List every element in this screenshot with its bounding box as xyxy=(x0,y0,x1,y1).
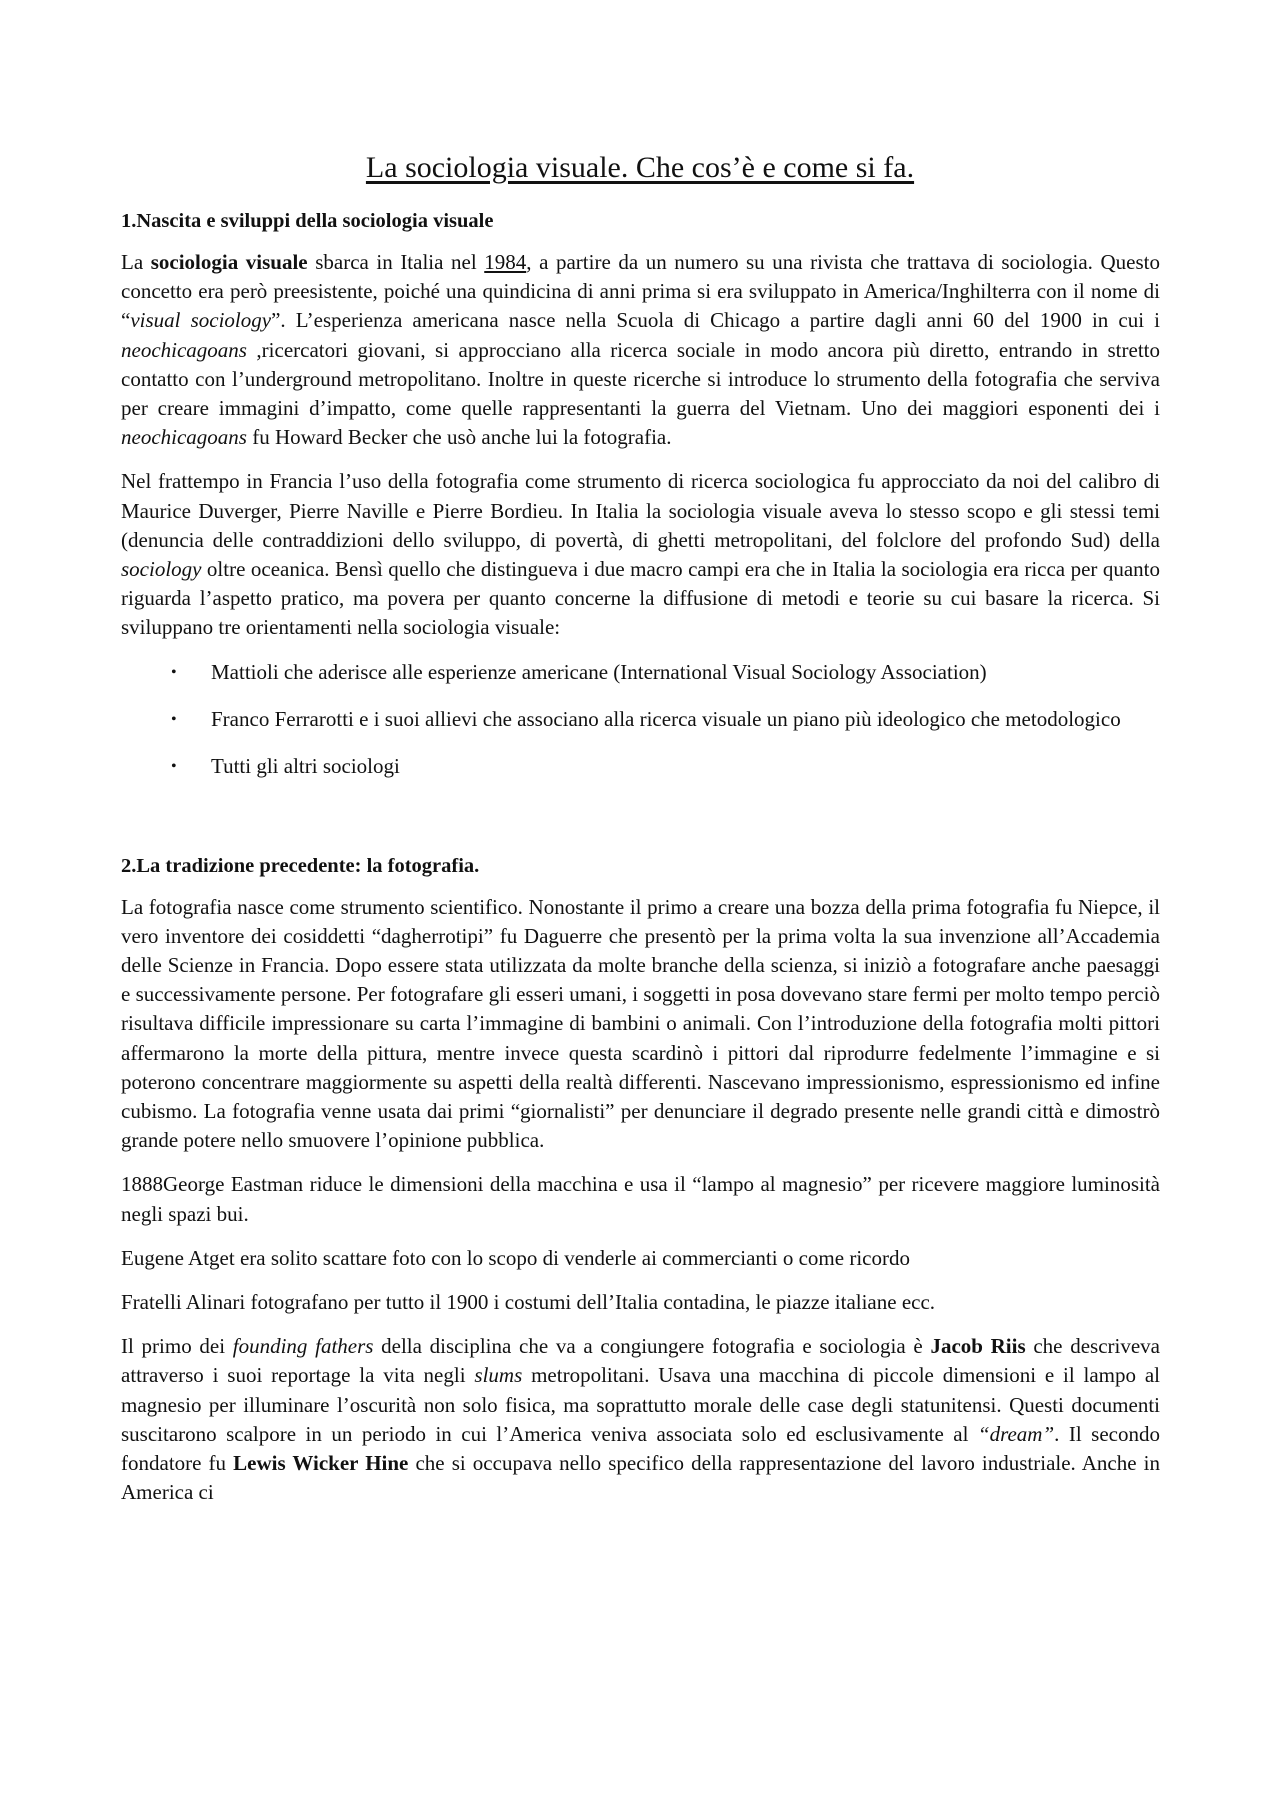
section-1-paragraph-2 xyxy=(121,467,1160,642)
section-2-heading: 2.La tradizione precedente: la fotografia. xyxy=(121,854,480,877)
bold-name: Jacob Riis xyxy=(930,1334,1026,1359)
italic-term: founding fathers xyxy=(232,1334,374,1359)
text-run: della disciplina che va a congiungere fotografia e sociologia è xyxy=(373,1334,931,1359)
section-1-paragraph-1 xyxy=(121,248,1160,452)
text-run: . Il secondo fondatore fu xyxy=(121,1421,1160,1476)
orientations-list xyxy=(121,658,1160,781)
text-run: Il primo dei xyxy=(121,1334,233,1359)
list-item-text: Franco Ferrarotti e i suoi allievi che associano alla ricerca visuale un piano più ideologico che metodologico xyxy=(211,706,1121,731)
section-2-paragraph-4: Fratelli Alinari fotografano per tutto il 1900 i costumi dell’Italia contadina, le piazze italiane ecc. xyxy=(121,1290,936,1315)
bullet-icon: • xyxy=(171,710,177,728)
section-2-paragraph-2: 1888George Eastman riduce le dimensioni della macchina e usa il “lampo al magnesio” per ricevere maggiore luminosità negli spazi bui. xyxy=(121,1172,1160,1226)
document-body xyxy=(121,206,1160,1523)
italic-term: “dream” xyxy=(977,1421,1055,1446)
list-item-text: Mattioli che aderisce alle esperienze americane (International Visual Sociology Association) xyxy=(211,659,987,684)
list-item-text: Tutti gli altri sociologi xyxy=(211,753,400,778)
section-spacer xyxy=(121,799,1160,851)
text-run: che descriveva attraverso i suoi reportage la vita negli xyxy=(121,1334,1160,1388)
list-item xyxy=(121,705,1160,734)
bullet-icon: • xyxy=(171,663,177,681)
text-run: sbarca in Italia nel xyxy=(307,250,485,274)
bold-name: Lewis Wicker Hine xyxy=(233,1451,409,1476)
underlined-year: 1984 xyxy=(484,250,527,274)
text-run: La xyxy=(121,250,151,274)
text-run: che si occupava nello specifico della rappresentazione del lavoro industriale. Anche in America ci xyxy=(121,1451,1160,1505)
list-item xyxy=(121,752,1160,781)
text-run: ,ricercatori giovani, si approcciano alla ricerca sociale in modo ancora più diretto, entrando in stretto contatto con l’underground metropolitano. Inoltre in queste ricerche si introduce lo strumento della fotografia che serviva per creare immagini d’impatto, come quelle rappresentanti la guerra del Vietnam. Uno dei maggiori esponenti dei i xyxy=(121,337,1160,421)
page-title: La sociologia visuale. Che cos’è e come si fa. xyxy=(365,151,915,184)
list-item xyxy=(121,658,1160,687)
italic-term: neochicagoans xyxy=(121,425,247,450)
italic-term: slums xyxy=(474,1363,523,1388)
text-run: Nel frattempo in Francia l’uso della fotografia come strumento di ricerca sociologica fu approcciato da noi del calibro di Maurice Duverger, Pierre Naville e Pierre Bordieu. In Italia la sociologia visuale aveva lo stesso scopo e gli stessi temi (denuncia delle contraddizioni dello sviluppo, di povertà, di ghetti metropolitani, del folclore del profondo Sud) della xyxy=(121,469,1160,552)
text-run: ”. L’esperienza americana nasce nella Scuola di Chicago a partire dagli anni 60 del 1900 in cui i xyxy=(271,308,1160,333)
text-run: oltre oceanica. Bensì quello che distingueva i due macro campi era che in Italia la sociologia era ricca per quanto riguarda l’aspetto pratico, ma povera per quanto concerne la diffusione di metodi e teorie su cui basare la ricerca. Si sviluppano tre orientamenti nella sociologia visuale: xyxy=(121,557,1160,640)
text-run: , a partire da un numero su una rivista che trattava di sociologia. Questo concetto era però preesistente, poiché una quindicina di anni prima si era sviluppato in America/Inghilterra con il nome di “ xyxy=(121,250,1160,333)
bold-term: sociologia visuale xyxy=(150,250,308,274)
section-1-heading: 1.Nascita e sviluppi della sociologia visuale xyxy=(121,210,494,232)
italic-term: neochicagoans xyxy=(121,337,247,362)
italic-term: sociology xyxy=(121,557,202,582)
text-run: metropolitani. Usava una macchina di piccole dimensioni e il lampo al magnesio per illuminare l’oscurità non solo fisica, ma soprattutto morale delle case degli statunitensi. Questi documenti suscitarono scalpore in un periodo in cui l’America veniva associata solo ed esclusivamente al xyxy=(121,1363,1160,1446)
section-2-paragraph-5 xyxy=(121,1332,1160,1507)
bullet-icon: • xyxy=(171,757,177,775)
section-2-paragraph-3: Eugene Atget era solito scattare foto con lo scopo di venderle ai commercianti o come ricordo xyxy=(121,1245,910,1270)
italic-term: visual sociology xyxy=(130,308,272,333)
text-run: fu Howard Becker che usò anche lui la fotografia. xyxy=(246,425,672,450)
section-2-paragraph-1: La fotografia nasce come strumento scientifico. Nonostante il primo a creare una bozza della prima fotografia fu Niepce, il vero inventore dei cosiddetti “dagherrotipi” fu Daguerre che presentò per la prima volta la sua invenzione all’Accademia delle Scienze in Francia. Dopo essere stata utilizzata da molte branche della scienza, si iniziò a fotografare anche paesaggi e successivamente persone. Per fotografare gli esseri umani, i soggetti in posa dovevano stare fermi per molto tempo perciò risultava difficile impressionare su carta l’immagine di bambini o animali. Con l’introduzione della fotografia molti pittori affermarono la morte della pittura, mentre invece questa scardinò i pittori dal riprodurre fedelmente l’immagine e si poterono concentrare maggiormente su aspetti della realtà differenti. Nascevano impressionismo, espressionismo ed infine cubismo. La fotografia venne usata dai primi “giornalisti” per denunciare il degrado presente nelle grandi città e dimostrò grande potere nello smuovere l’opinione pubblica. xyxy=(121,894,1160,1153)
